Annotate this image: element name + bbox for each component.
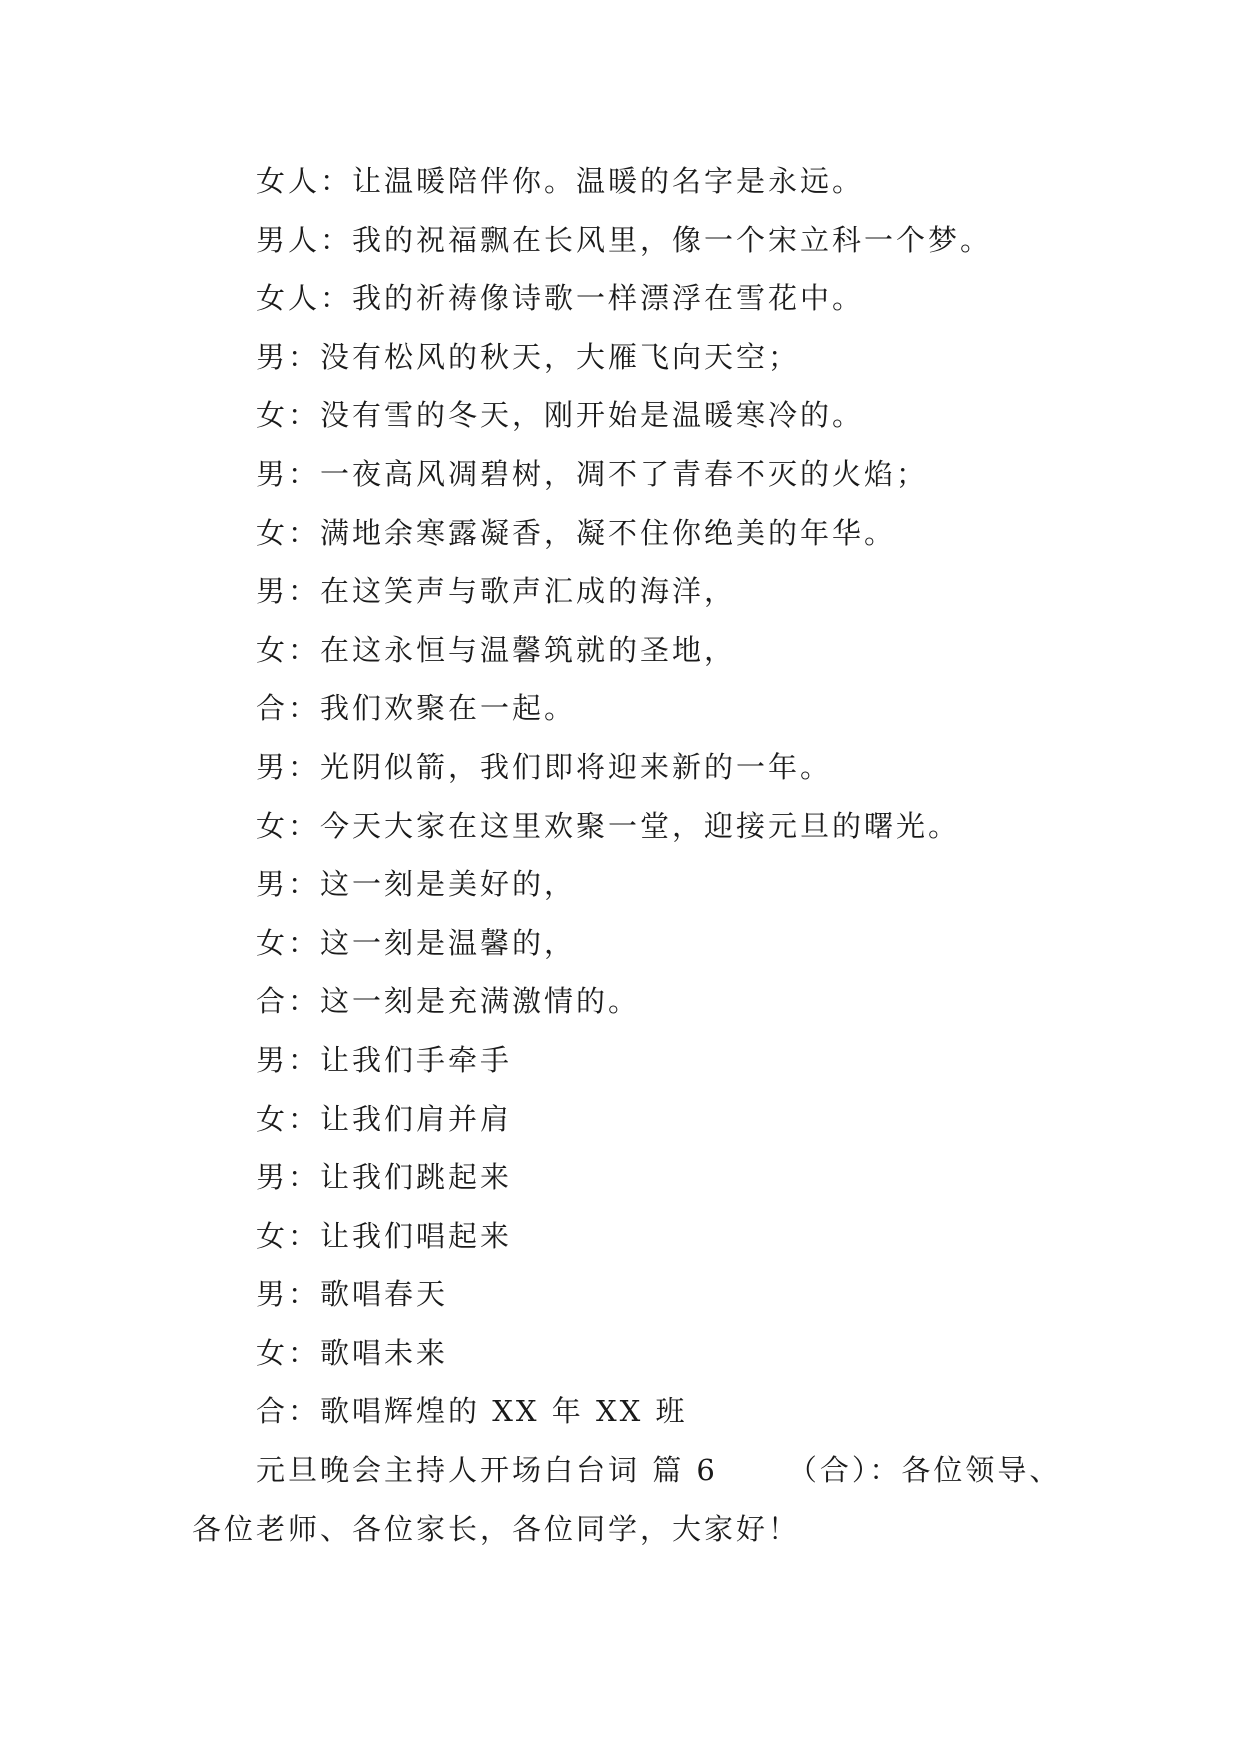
script-line: 男：这一刻是美好的， — [256, 867, 577, 902]
document-body — [192, 152, 1092, 1558]
script-line: 女：今天大家在这里欢聚一堂，迎接元旦的曙光。 — [256, 808, 961, 843]
script-line: 男：让我们跳起来 — [256, 1160, 513, 1195]
script-line: 女：这一刻是温馨的， — [256, 925, 577, 960]
script-line: 女人：我的祈祷像诗歌一样漂浮在雪花中。 — [256, 281, 865, 316]
script-line: 男人：我的祝福飘在长风里，像一个宋立科一个梦。 — [256, 222, 993, 257]
script-line: 女：在这永恒与温馨筑就的圣地， — [256, 632, 737, 667]
script-line: 女：歌唱未来 — [256, 1335, 449, 1370]
script-line: 合：这一刻是充满激情的。 — [256, 984, 641, 1019]
script-line: 女：让我们唱起来 — [256, 1218, 513, 1253]
final-paragraph — [192, 1441, 1092, 1558]
script-line: 女人：让温暖陪伴你。温暖的名字是永远。 — [256, 164, 865, 198]
script-line: 男：光阴似箭，我们即将迎来新的一年。 — [256, 749, 833, 784]
section-heading: 元旦晚会主持人开场白台词 篇 6 — [256, 1453, 718, 1488]
script-line: 男：让我们手牵手 — [256, 1042, 513, 1077]
script-line: 女：让我们肩并肩 — [256, 1101, 513, 1136]
script-line: 男：一夜高风凋碧树，凋不了青春不灭的火焰； — [256, 456, 929, 491]
script-line: 男：没有松风的秋天，大雁飞向天空； — [256, 339, 801, 374]
script-line: 男：在这笑声与歌声汇成的海洋， — [256, 574, 737, 609]
script-line: 合：歌唱辉煌的 XX 年 XX 班 — [256, 1394, 688, 1429]
script-line: 男：歌唱春天 — [256, 1277, 449, 1312]
script-line: 女：没有雪的冬天，刚开始是温暖寒冷的。 — [256, 398, 865, 433]
script-line: 女：满地余寒露凝香，凝不住你绝美的年华。 — [256, 515, 897, 550]
greeting-text: （合）：各位领导、各位老师、各位家长，各位同学，大家好！ — [192, 1453, 1062, 1546]
script-line: 合：我们欢聚在一起。 — [256, 691, 577, 726]
